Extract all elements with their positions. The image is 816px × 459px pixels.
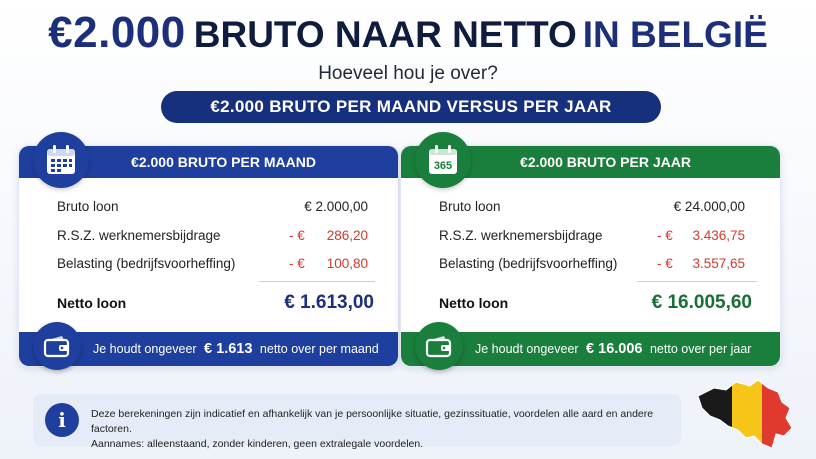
disclaimer-line-1: Deze berekeningen zijn indicatief en afhankelijk van je persoonlijke situatie, gezinssituatie, voordelen alle aard en andere factoren. <box>91 408 654 435</box>
summary-suffix: netto over per jaar <box>649 342 752 356</box>
row-value-tax: 100,80 <box>326 256 368 271</box>
net-value: € 16.005,60 <box>651 292 752 313</box>
wallet-icon <box>33 322 81 370</box>
comparison-banner: €2.000 BRUTO PER MAAND VERSUS PER JAAR <box>161 91 661 123</box>
row-sign-rsz: - € <box>289 228 305 243</box>
row-sign-tax: - € <box>657 256 673 271</box>
title-end: IN BELGIË <box>582 14 768 55</box>
title-amount: €2.000 <box>48 8 186 57</box>
wallet-icon <box>415 322 463 370</box>
calendar-icon <box>33 132 89 188</box>
calendar-365-icon <box>415 132 471 188</box>
row-value-gross: € 24.000,00 <box>673 199 745 214</box>
summary-prefix: Je houdt ongeveer <box>475 342 579 356</box>
divider <box>259 281 375 282</box>
disclaimer-line-2: Aannames: alleenstaand, zonder kinderen, geen extralegale voordelen. <box>91 438 424 450</box>
row-label-gross: Bruto loon <box>439 199 501 214</box>
row-value-rsz: 286,20 <box>326 228 368 243</box>
net-label: Netto loon <box>57 295 127 311</box>
divider <box>637 281 757 282</box>
yearly-card <box>400 145 781 367</box>
row-sign-rsz: - € <box>657 228 673 243</box>
row-label-rsz: R.S.Z. werknemersbijdrage <box>439 228 603 243</box>
title-middle: BRUTO NAAR NETTO <box>193 14 577 55</box>
page-title <box>0 8 816 58</box>
disclaimer-text <box>91 407 681 452</box>
monthly-card <box>18 145 399 367</box>
row-label-tax: Belasting (bedrijfsvoorheffing) <box>57 256 236 271</box>
info-icon: i <box>45 403 79 437</box>
monthly-card-header: €2.000 BRUTO PER MAAND <box>19 146 398 178</box>
calendar-365-text: 365 <box>433 160 453 172</box>
row-sign-tax: - € <box>289 256 305 271</box>
belgium-flag-map-icon <box>692 378 800 450</box>
summary-amount: € 1.613 <box>204 341 253 357</box>
row-value-rsz: 3.436,75 <box>692 228 745 243</box>
subtitle: Hoeveel hou je over? <box>318 63 498 84</box>
net-label: Netto loon <box>439 295 509 311</box>
row-value-gross: € 2.000,00 <box>304 199 368 214</box>
summary-prefix: Je houdt ongeveer <box>93 342 197 356</box>
yearly-card-header: €2.000 BRUTO PER JAAR <box>401 146 780 178</box>
row-label-tax: Belasting (bedrijfsvoorheffing) <box>439 256 618 271</box>
row-label-rsz: R.S.Z. werknemersbijdrage <box>57 228 221 243</box>
row-value-tax: 3.557,65 <box>692 256 745 271</box>
net-value: € 1.613,00 <box>284 292 374 313</box>
summary-amount: € 16.006 <box>586 341 643 357</box>
disclaimer-box <box>33 394 681 450</box>
summary-suffix: netto over per maand <box>259 342 379 356</box>
row-label-gross: Bruto loon <box>57 199 119 214</box>
